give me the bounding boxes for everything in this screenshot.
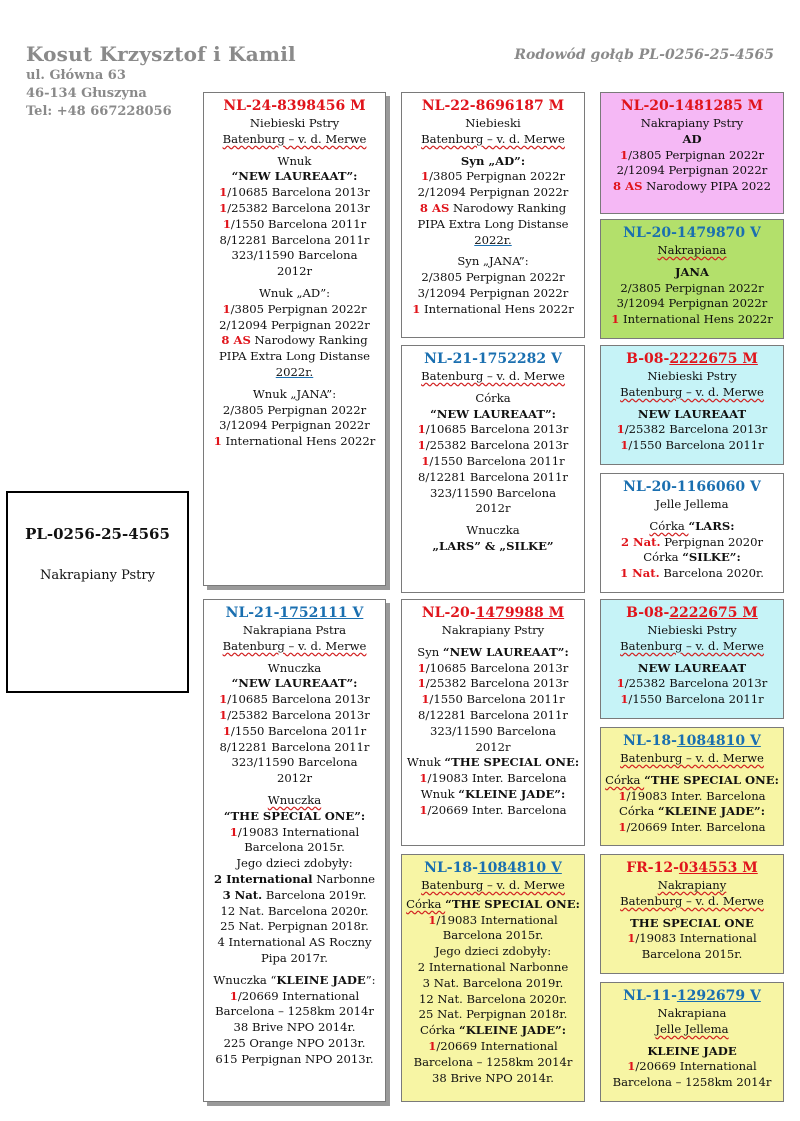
ancestor-3-result: 1/1550 Barcelona 2011r bbox=[620, 438, 764, 453]
ancestor-card-1 bbox=[600, 92, 784, 214]
dam-sire-result: 1/10685 Barcelona 2013r bbox=[417, 660, 569, 675]
ancestor-5-result: 1/1550 Barcelona 2011r bbox=[620, 692, 764, 707]
sire-title-1: Wnuk bbox=[277, 153, 312, 168]
dam-result: Barcelona 2015r. bbox=[244, 840, 345, 855]
dam-result: 323/11590 Barcelona bbox=[231, 755, 358, 770]
dam-sire-result: 1/19083 Inter. Barcelona bbox=[419, 771, 567, 786]
sire-title-4: Wnuk „JANA”: bbox=[252, 386, 337, 401]
dam-result: 38 Brive NPO 2014r. bbox=[233, 1020, 356, 1035]
ancestor-card-2 bbox=[600, 219, 784, 339]
ancestor-card-7 bbox=[600, 854, 784, 974]
sire-dam-card bbox=[401, 345, 585, 593]
dam-dam-title-2: Córka “KLEINE JADE”: bbox=[420, 1023, 566, 1038]
dam-dam-card bbox=[401, 854, 585, 1102]
ancestor-3-name: NEW LAUREAAT bbox=[637, 406, 747, 421]
ancestor-5-line: Batenburg – v. d. Merwe bbox=[620, 638, 764, 653]
sire-result: 1/3805 Perpignan 2022r bbox=[222, 301, 367, 316]
sire-sire-title-2: Syn „JANA”: bbox=[457, 254, 529, 269]
sire-sire-result: 2/12094 Perpignan 2022r bbox=[417, 185, 569, 200]
sire-title-3: Wnuk „AD”: bbox=[258, 285, 331, 300]
dam-dam-result: 1/19083 International bbox=[428, 912, 558, 927]
dam-title-2: “NEW LAUREAAT”: bbox=[231, 676, 358, 691]
sire-dam-result: 2012r bbox=[475, 501, 511, 516]
subject-ring: PL-0256-25-4565 bbox=[25, 525, 170, 543]
dam-title-3: Wnuczka bbox=[267, 792, 322, 807]
ancestor-5-ring: B-08-2222675 M bbox=[626, 605, 758, 621]
dam-sire-result: 8/12281 Barcelona 2011r bbox=[418, 707, 568, 722]
dam-result: 1/10685 Barcelona 2013r bbox=[219, 692, 370, 707]
ancestor-3-color: Niebieski Pstry bbox=[647, 369, 737, 383]
sire-sire-ring: NL-22-8696187 M bbox=[421, 98, 565, 114]
sire-result: 3/12094 Perpignan 2022r bbox=[219, 418, 370, 433]
dam-result: 2 International Narbonne bbox=[213, 871, 376, 886]
ancestor-6-ring: NL-18-1084810 V bbox=[623, 733, 761, 749]
dam-dam-result: 1/20669 International bbox=[428, 1038, 558, 1053]
dam-sire-result: 1/1550 Barcelona 2011r bbox=[421, 692, 565, 707]
dam-dam-line: Batenburg – v. d. Merwe bbox=[421, 878, 565, 892]
ancestor-6-line: Batenburg – v. d. Merwe bbox=[620, 751, 764, 765]
ancestor-7-ring: FR-12-034553 M bbox=[626, 860, 758, 876]
ancestor-2-result: 2/3805 Perpignan 2022r bbox=[620, 280, 764, 295]
sire-sire-result: 1/3805 Perpignan 2022r bbox=[421, 169, 565, 184]
ancestor-5-name: NEW LAUREAAT bbox=[637, 660, 747, 675]
ancestor-3-result: 1/25382 Barcelona 2013r bbox=[616, 422, 768, 437]
breeder-phone: Tel: +48 667228056 bbox=[26, 104, 172, 119]
ancestor-5-result: 1/25382 Barcelona 2013r bbox=[616, 676, 768, 691]
ancestor-3-ring: B-08-2222675 M bbox=[626, 351, 758, 367]
sire-dam-title-2: “NEW LAUREAAT”: bbox=[430, 406, 556, 421]
dam-line: Batenburg – v. d. Merwe bbox=[222, 638, 367, 653]
dam-result: 2012r bbox=[276, 771, 313, 786]
sire-result: 1/10685 Barcelona 2013r bbox=[219, 185, 370, 200]
ancestor-7-color: Nakrapiany bbox=[657, 878, 727, 892]
sire-result: 1 International Hens 2022r bbox=[213, 434, 376, 449]
dam-sire-ring: NL-20-1479988 M bbox=[421, 605, 565, 621]
ancestor-3-line: Batenburg – v. d. Merwe bbox=[620, 384, 764, 399]
dam-dam-result: Barcelona – 1258km 2014r bbox=[413, 1054, 573, 1069]
sire-line: Batenburg – v. d. Merwe bbox=[222, 131, 367, 146]
dam-sire-result: 1/25382 Barcelona 2013r bbox=[417, 676, 569, 691]
sire-sire-result: 3/12094 Perpignan 2022r bbox=[417, 285, 569, 300]
ancestor-1-ring: NL-20-1481285 M bbox=[620, 98, 764, 114]
dam-result: 4 International AS Roczny bbox=[217, 935, 372, 950]
sire-result: 8 AS Narodowy Ranking bbox=[221, 333, 368, 348]
sire-dam-result: 1/25382 Barcelona 2013r bbox=[417, 438, 569, 453]
dam-sire-title-1: Syn “NEW LAUREAAT”: bbox=[417, 644, 569, 659]
sire-dam-result: 1/10685 Barcelona 2013r bbox=[417, 422, 569, 437]
dam-result: 12 Nat. Barcelona 2020r. bbox=[220, 903, 369, 918]
sire-sire-result: 2022r. bbox=[474, 232, 512, 247]
ancestor-1-name: AD bbox=[682, 131, 702, 146]
dam-result: 3 Nat. Barcelona 2019r. bbox=[222, 887, 367, 902]
sire-sire-color: Niebieski bbox=[465, 116, 521, 130]
ancestor-7-name: THE SPECIAL ONE bbox=[630, 915, 754, 930]
dam-dam-ring: NL-18-1084810 V bbox=[424, 860, 562, 876]
ancestor-2-name: JANA bbox=[674, 264, 710, 279]
ancestor-8-name: KLEINE JADE bbox=[647, 1043, 737, 1058]
sire-dam-title-3: Wnuczka bbox=[466, 523, 520, 538]
sire-result: 2022r. bbox=[275, 364, 314, 379]
ancestor-4-title-1: Córka “LARS: bbox=[649, 518, 735, 533]
dam-dam-result: 3 Nat. Barcelona 2019r. bbox=[422, 975, 564, 990]
dam-sire-result: 323/11590 Barcelona bbox=[430, 723, 556, 738]
ancestor-2-result: 3/12094 Perpignan 2022r bbox=[616, 296, 768, 311]
ancestor-8-result: Barcelona – 1258km 2014r bbox=[612, 1075, 772, 1090]
sire-result: 2012r bbox=[276, 264, 313, 279]
ancestor-4-result: 1 Nat. Barcelona 2020r. bbox=[620, 566, 764, 581]
sire-result: 1/25382 Barcelona 2013r bbox=[219, 200, 370, 215]
ancestor-2-ring: NL-20-1479870 V bbox=[623, 225, 761, 241]
ancestor-4-result: 2 Nat. Perpignan 2020r bbox=[620, 534, 764, 549]
dam-result: 615 Perpignan NPO 2013r. bbox=[215, 1051, 374, 1066]
dam-dam-result: Barcelona 2015r. bbox=[442, 928, 544, 943]
dam-result: Barcelona – 1258km 2014r bbox=[215, 1004, 374, 1019]
sire-dam-title-4: „LARS” & „SILKE” bbox=[432, 538, 554, 553]
dam-result: 225 Orange NPO 2013r. bbox=[223, 1035, 366, 1050]
sire-dam-result: 1/1550 Barcelona 2011r bbox=[421, 453, 565, 468]
dam-sire-color: Nakrapiany Pstry bbox=[441, 623, 545, 637]
dam-result: 1/25382 Barcelona 2013r bbox=[219, 707, 370, 722]
sire-card bbox=[203, 92, 386, 586]
dam-dam-result: Jego dzieci zdobyły: bbox=[434, 944, 552, 959]
ancestor-1-result: 2/12094 Perpignan 2022r bbox=[616, 163, 768, 178]
ancestor-8-ring: NL-11-1292679 V bbox=[623, 988, 761, 1004]
ancestor-2-result: 1 International Hens 2022r bbox=[611, 312, 773, 327]
dam-result: 1/1550 Barcelona 2011r bbox=[222, 723, 367, 738]
breeder-street: ul. Główna 63 bbox=[26, 68, 126, 83]
document-title: Rodowód gołąb PL-0256-25-4565 bbox=[514, 47, 774, 63]
sire-result: 1/1550 Barcelona 2011r bbox=[222, 216, 367, 231]
ancestor-8-color: Nakrapiana bbox=[657, 1006, 727, 1020]
ancestor-1-color: Nakrapiany Pstry bbox=[640, 116, 744, 130]
dam-card bbox=[203, 599, 386, 1102]
sire-sire-result: 1 International Hens 2022r bbox=[412, 301, 574, 316]
sire-dam-title-1: Córka bbox=[475, 390, 511, 405]
dam-title-1: Wnuczka bbox=[267, 660, 322, 675]
dam-result: 1/20669 International bbox=[229, 988, 360, 1003]
breeder-city: 46-134 Głuszyna bbox=[26, 86, 147, 101]
subject-card bbox=[6, 491, 189, 693]
sire-sire-line: Batenburg – v. d. Merwe bbox=[421, 131, 565, 146]
dam-dam-result: 38 Brive NPO 2014r. bbox=[432, 1070, 554, 1085]
ancestor-4-line: Jelle Jellema bbox=[655, 497, 729, 511]
sire-dam-result: 8/12281 Barcelona 2011r bbox=[418, 469, 568, 484]
ancestor-1-result: 8 AS Narodowy PIPA 2022 bbox=[613, 179, 771, 194]
dam-dam-result: 12 Nat. Barcelona 2020r. bbox=[418, 991, 568, 1006]
ancestor-6-result: 1/19083 Inter. Barcelona bbox=[618, 788, 766, 803]
sire-dam-result: 323/11590 Barcelona bbox=[430, 485, 556, 500]
ancestor-1-result: 1/3805 Perpignan 2022r bbox=[620, 147, 764, 162]
ancestor-card-6 bbox=[600, 727, 784, 846]
dam-dam-result: 25 Nat. Perpignan 2018r. bbox=[418, 1007, 568, 1022]
dam-sire-title-3: Wnuk “KLEINE JADE”: bbox=[420, 786, 566, 801]
dam-result: 8/12281 Barcelona 2011r bbox=[219, 739, 370, 754]
sire-sire-result: PIPA Extra Long Distanse bbox=[417, 216, 569, 231]
sire-result: 323/11590 Barcelona bbox=[231, 248, 358, 263]
sire-result: 2/3805 Perpignan 2022r bbox=[222, 402, 367, 417]
dam-ring: NL-21-1752111 V bbox=[225, 605, 364, 621]
dam-result: Jego dzieci zdobyły: bbox=[236, 856, 353, 871]
breeder-name: Kosut Krzysztof i Kamil bbox=[26, 42, 296, 66]
ancestor-7-result: Barcelona 2015r. bbox=[641, 947, 743, 962]
sire-result: PIPA Extra Long Distanse bbox=[218, 349, 371, 364]
dam-sire-card bbox=[401, 599, 585, 846]
dam-result: 25 Nat. Perpignan 2018r. bbox=[220, 919, 369, 934]
subject-color: Nakrapiany Pstry bbox=[40, 568, 155, 583]
dam-dam-title-1: Córka “THE SPECIAL ONE: bbox=[406, 896, 580, 911]
sire-result: 8/12281 Barcelona 2011r bbox=[219, 232, 370, 247]
ancestor-card-8 bbox=[600, 982, 784, 1102]
sire-result: 2/12094 Perpignan 2022r bbox=[219, 317, 370, 332]
sire-color: Niebieski Pstry bbox=[249, 116, 340, 130]
dam-result: Pipa 2017r. bbox=[261, 950, 328, 965]
ancestor-6-title-2: Córka “KLEINE JADE”: bbox=[619, 804, 765, 819]
sire-ring: NL-24-8398456 M bbox=[223, 98, 366, 114]
sire-sire-card bbox=[401, 92, 585, 338]
sire-title-2: “NEW LAUREAAT”: bbox=[231, 169, 358, 184]
sire-dam-ring: NL-21-1752282 V bbox=[424, 351, 562, 367]
dam-sire-result: 2012r bbox=[475, 739, 511, 754]
ancestor-card-5 bbox=[600, 599, 784, 719]
dam-result: 1/19083 International bbox=[229, 824, 360, 839]
dam-sire-result: 1/20669 Inter. Barcelona bbox=[419, 802, 567, 817]
sire-dam-line: Batenburg – v. d. Merwe bbox=[421, 369, 565, 383]
ancestor-4-title-2: Córka “SILKE”: bbox=[643, 550, 741, 565]
dam-color: Nakrapiana Pstra bbox=[242, 623, 347, 637]
ancestor-6-result: 1/20669 Inter. Barcelona bbox=[618, 820, 766, 835]
ancestor-2-color: Nakrapiana bbox=[657, 243, 727, 257]
dam-dam-result: 2 International Narbonne bbox=[417, 959, 569, 974]
ancestor-7-result: 1/19083 International bbox=[627, 931, 757, 946]
dam-sire-title-2: Wnuk “THE SPECIAL ONE: bbox=[406, 755, 580, 770]
ancestor-card-4 bbox=[600, 473, 784, 593]
sire-sire-title-1: Syn „AD”: bbox=[460, 153, 526, 168]
dam-title-5: Wnuczka “KLEINE JADE”: bbox=[213, 972, 376, 987]
ancestor-8-line: Jelle Jellema bbox=[655, 1021, 729, 1036]
ancestor-7-line: Batenburg – v. d. Merwe bbox=[620, 893, 764, 908]
sire-sire-result: 8 AS Narodowy Ranking bbox=[419, 200, 567, 215]
ancestor-5-color: Niebieski Pstry bbox=[647, 623, 737, 637]
ancestor-4-ring: NL-20-1166060 V bbox=[623, 479, 761, 495]
sire-sire-result: 2/3805 Perpignan 2022r bbox=[421, 270, 565, 285]
ancestor-8-result: 1/20669 International bbox=[627, 1059, 757, 1074]
ancestor-6-title-1: Córka “THE SPECIAL ONE: bbox=[605, 772, 779, 787]
ancestor-card-3 bbox=[600, 345, 784, 465]
dam-title-4: “THE SPECIAL ONE”: bbox=[223, 808, 366, 823]
